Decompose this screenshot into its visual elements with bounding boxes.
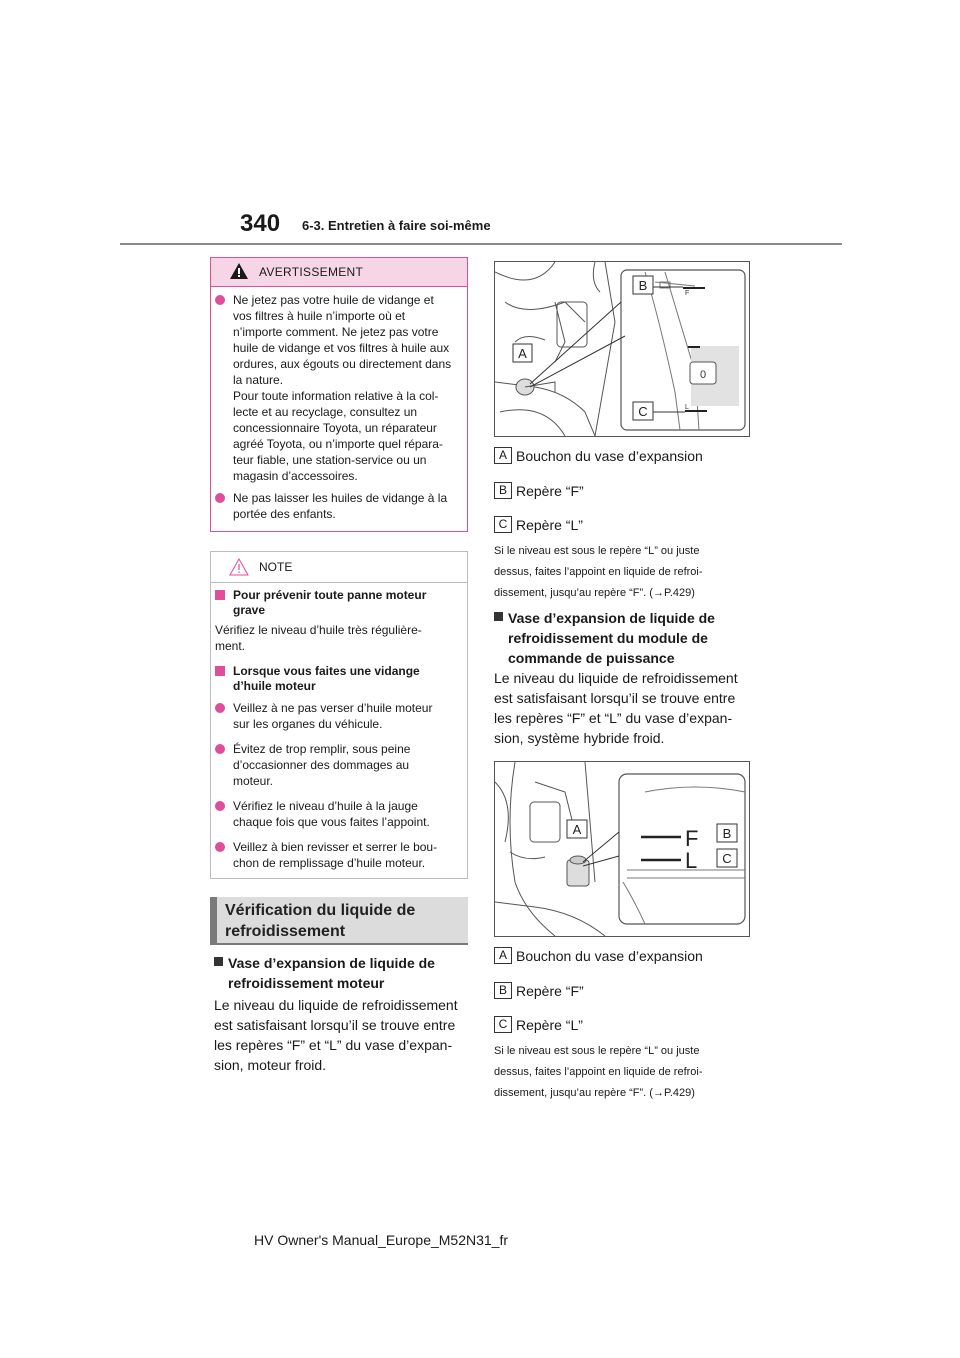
note-bullet: Veillez à bien revisser et serrer le bou-chon de remplissage d’huile moteur. <box>215 839 451 871</box>
bullet-dot <box>215 842 225 852</box>
legend-key: C <box>494 1016 512 1033</box>
bullet-dot <box>215 801 225 811</box>
fig2-legend-a <box>494 947 703 964</box>
section-heading: Vérification du liquide de refroidissement <box>225 902 416 940</box>
warning-item: Ne jetez pas votre huile de vidange et vos filtres à huile n’importe où et n’importe comment. Ne jetez pas votre huile de vidange et vos filtres à huile aux ordures, aux égouts ou directement dans la nature. Pour toute information relative à la col-lecte et au recyclage, consultez un concessionnaire Toyota, un réparateur agréé Toyota, ou n’importe quel répara-teur fiable, une station-service ou un magasin d’accessoires. <box>215 292 453 484</box>
engine-bay-illustration <box>495 262 749 436</box>
bullet-dot <box>215 295 225 305</box>
legend-text: Repère “L” <box>516 516 583 533</box>
section-title: 6-3. Entretien à faire soi-même <box>302 218 491 233</box>
note-label: NOTE <box>259 560 293 574</box>
header-divider <box>120 243 842 245</box>
pcu-bay-illustration <box>495 762 749 936</box>
legend-text: Bouchon du vase d’expansion <box>516 947 703 964</box>
fig2-callout-a: A <box>572 822 582 837</box>
fig1-zero-label: 0 <box>699 369 707 381</box>
fig1-legend-a <box>494 447 703 464</box>
legend-key: B <box>494 482 512 499</box>
legend-key: C <box>494 516 512 533</box>
fig1-legend-b <box>494 482 584 499</box>
subsection-heading: Vase d’expansion de liquide de refroidissement moteur <box>214 953 478 993</box>
fig2-callout-b: B <box>722 826 732 841</box>
square-bullet <box>214 957 223 966</box>
legend-key: B <box>494 982 512 999</box>
legend-key: A <box>494 447 512 464</box>
legend-text: Repère “L” <box>516 1016 583 1033</box>
body-paragraph: Le niveau du liquide de refroidissement est satisfaisant lorsqu’il se trouve entre les repères “F” et “L” du vase d’expan-sion, moteur froid. <box>214 997 458 1073</box>
legend-text: Repère “F” <box>516 482 584 499</box>
fig2-note: Si le niveau est sous le repère “L” ou juste dessus, faites l’appoint en liquide de refroi- dissement, jusqu’au repère “F”. (→P.429) <box>494 1045 703 1099</box>
caution-triangle-icon <box>229 558 249 576</box>
section-heading-band <box>210 897 468 945</box>
note-heading: Lorsque vous faites une vidange d’huile moteur <box>215 664 451 694</box>
warning-box <box>210 257 468 532</box>
fig1-l-mark: L <box>685 404 689 411</box>
engine-coolant-reservoir-figure <box>494 261 750 437</box>
subsection-heading: Vase d’expansion de liquide de refroidissement du module de commande de puissance <box>494 608 758 668</box>
note-bullet: Vérifiez le niveau d’huile à la jauge chaque fois que vous faites l’appoint. <box>215 798 451 830</box>
legend-text: Repère “F” <box>516 982 584 999</box>
square-bullet <box>494 612 503 621</box>
fig2-f-mark: F <box>685 826 699 851</box>
fig1-legend-c <box>494 516 583 533</box>
note-heading: Pour prévenir toute panne moteur grave <box>215 588 451 618</box>
note-box <box>210 551 468 879</box>
fig1-f-mark: F <box>685 290 690 297</box>
note-text: Vérifiez le niveau d’huile très régulière-ment. <box>215 623 422 653</box>
fig1-note: Si le niveau est sous le repère “L” ou juste dessus, faites l’appoint en liquide de refroi- dissement, jusqu’au repère “F”. (→P.429) <box>494 545 703 599</box>
note-bullet: Évitez de trop remplir, sous peine d’occasionner des dommages au moteur. <box>215 741 451 789</box>
note-bullet: Veillez à ne pas verser d’huile moteur sur les organes du véhicule. <box>215 700 451 732</box>
bullet-dot <box>215 703 225 713</box>
note-header <box>211 552 467 583</box>
fig2-legend-c <box>494 1016 583 1033</box>
warning-item: Ne pas laisser les huiles de vidange à la portée des enfants. <box>215 490 453 522</box>
warning-triangle-icon <box>229 262 249 280</box>
fig1-callout-b: B <box>638 278 648 293</box>
fig2-callout-c: C <box>722 851 732 866</box>
pcu-coolant-reservoir-figure <box>494 761 750 937</box>
fig1-callout-a: A <box>518 346 527 361</box>
fig2-l-mark: L <box>685 848 698 873</box>
square-bullet <box>215 590 225 600</box>
warning-label: AVERTISSEMENT <box>259 265 364 279</box>
page-number: 340 <box>240 210 281 237</box>
footer-manual-id: HV Owner's Manual_Europe_M52N31_fr <box>254 1232 509 1248</box>
legend-key: A <box>494 947 512 964</box>
bullet-dot <box>215 493 225 503</box>
fig2-legend-b <box>494 982 584 999</box>
fig1-callout-c: C <box>638 404 648 419</box>
warning-header <box>211 258 467 287</box>
legend-text: Bouchon du vase d’expansion <box>516 447 703 464</box>
square-bullet <box>215 666 225 676</box>
bullet-dot <box>215 744 225 754</box>
body-paragraph: Le niveau du liquide de refroidissement est satisfaisant lorsqu’il se trouve entre les repères “F” et “L” du vase d’expan-sion, système hybride froid. <box>494 670 738 746</box>
